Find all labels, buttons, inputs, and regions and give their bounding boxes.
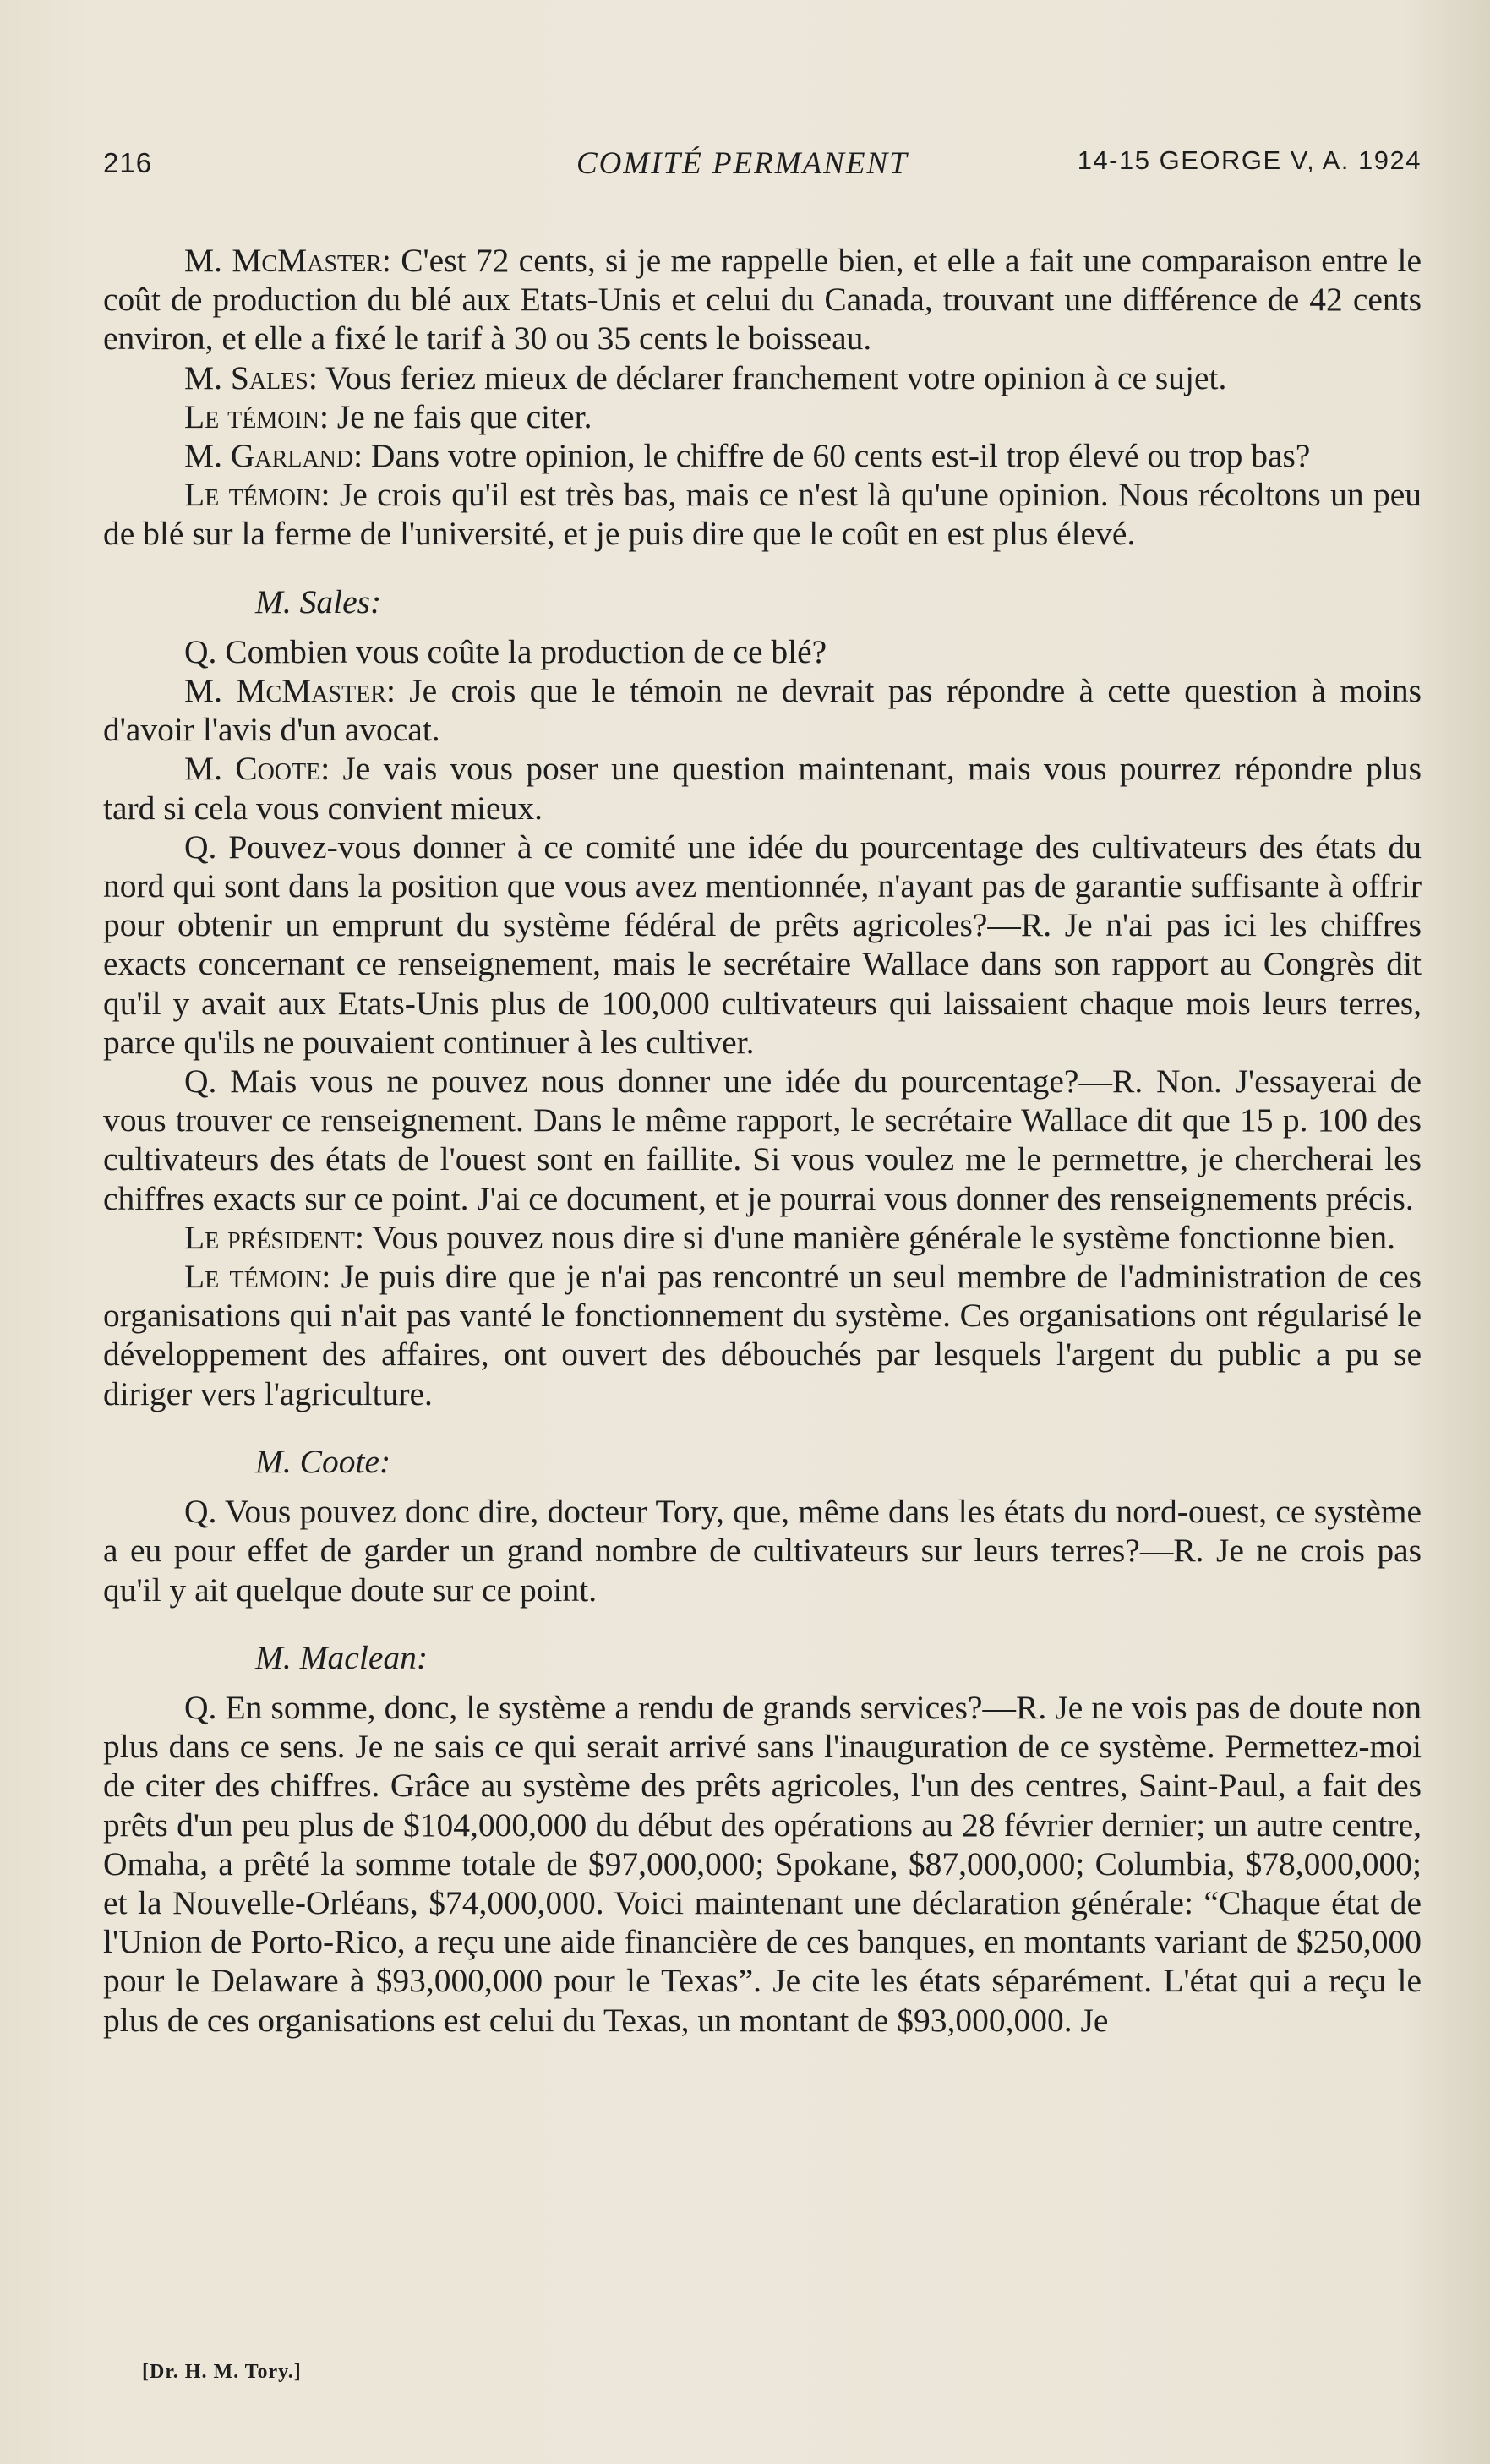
page-number: 216	[103, 147, 153, 178]
body-text	[103, 241, 1422, 2040]
paragraph-text: : Vous feriez mieux de déclarer franchement votre opinion à ce sujet.	[308, 358, 1227, 396]
paragraph-text: Q. Vous pouvez donc dire, docteur Tory, que, même dans les états du nord-ouest, ce système a eu pour effet de garder un grand nombre de cultivateurs sur leurs terres?—R. Je ne crois pas qu'il y ait quelque doute sur ce point.	[103, 1493, 1422, 1609]
paragraph-text: Q. Pouvez-vous donner à ce comité une idée du pourcentage des cultivateurs des états du nord qui sont dans la position que vous avez mentionnée, n'ayant pas de garantie suffisante à offrir pour obtenir un emprunt du système fédéral de prêts agricoles?—R. Je n'ai pas ici les chiffres exacts concernant ce renseignement, mais le secrétaire Wallace dans son rapport au Congrès dit qu'il y avait aux Etats-Unis plus de 100,000 cultivateurs qui laissaient chaque mois leurs terres, parce qu'ils ne pouvaient continuer à les cultiver.	[103, 828, 1422, 1061]
paragraph-text: : Je ne fais que citer.	[319, 397, 592, 435]
speaker-name: M. Sales	[184, 358, 308, 396]
speaker-name: M. Garland	[184, 437, 354, 475]
page-header	[103, 145, 1422, 196]
speaker-name: Le témoin	[184, 1258, 322, 1296]
paragraph-text: : Je vais vous poser une question maintenant, mais vous pourrez répondre plus tard si cela vous convient mieux.	[103, 750, 1422, 827]
paragraph-text: Q. Mais vous ne pouvez nous donner une idée du pourcentage?—R. Non. J'essayerai de vous trouver ce renseignement. Dans le même rapport, le secrétaire Wallace dit que 15 p. 100 des cultivateurs des états de l'ouest sont en faillite. Si vous voulez me le permettre, je chercherai les chiffres exacts sur ce point. J'ai ce document, et je pourrai vous donner des renseignements précis.	[103, 1063, 1422, 1217]
speaker-name: M. Coote	[184, 750, 321, 788]
paragraph	[103, 358, 1422, 397]
paragraph-text: : Dans votre opinion, le chiffre de 60 cents est-il trop élevé ou trop bas?	[353, 437, 1311, 475]
paragraph-text: : C'est 72 cents, si je me rappelle bien, et elle a fait une comparaison entre le coût de production du blé aux Etats-Unis et celui du Canada, trouvant une différence de 42 cents environ, et elle a fixé le tarif à 30 ou 35 cents le boisseau.	[103, 242, 1422, 358]
paragraph	[103, 436, 1422, 475]
session-reference: 14-15 GEORGE V, A. 1924	[1077, 145, 1422, 175]
speaker-name: M. McMaster	[184, 242, 382, 279]
section-heading: M. Sales:	[255, 582, 382, 620]
paragraph-text: : Je crois que le témoin ne devrait pas répondre à cette question à moins d'avoir l'avis d'un avocat.	[103, 672, 1422, 749]
running-title: COMITÉ PERMANENT	[576, 146, 909, 181]
paragraph-text: : Je puis dire que je n'ai pas rencontré un seul membre de l'administration de ces organisations qui n'ait pas vanté le fonctionnement du système. Ces organisations ont régularisé le développement des affaires, ont ouvert des débouchés par lesquels l'argent du public a pu se diriger vers l'agriculture.	[103, 1258, 1422, 1412]
speaker-name: Le témoin	[184, 397, 319, 435]
paragraph	[103, 1218, 1422, 1257]
section-heading: M. Coote:	[255, 1442, 391, 1480]
paragraph	[103, 828, 1422, 1062]
paragraph-text: : Je crois qu'il est très bas, mais ce n'est là qu'une opinion. Nous récoltons un peu de blé sur la ferme de l'université, et je puis dire que le coût en est plus élevé.	[103, 476, 1422, 553]
paragraph-text: Q. Combien vous coûte la production de ce blé?	[184, 632, 827, 670]
paragraph	[103, 397, 1422, 436]
paragraph	[103, 241, 1422, 358]
paragraph	[103, 475, 1422, 553]
paragraph	[103, 632, 1422, 671]
paragraph	[103, 1688, 1422, 2040]
speaker-name: M. McMaster	[184, 672, 386, 710]
paragraph-text: : Vous pouvez nous dire si d'une manière générale le système fonctionne bien.	[355, 1218, 1395, 1256]
paragraph	[103, 1492, 1422, 1609]
paragraph	[103, 1062, 1422, 1218]
speaker-name: Le témoin	[184, 476, 321, 514]
paragraph-text: Q. En somme, donc, le système a rendu de grands services?—R. Je ne vois pas de doute non plus dans ce sens. Je ne sais ce qui serait arrivé sans l'inauguration de ce système. Permettez-moi de citer des chiffres. Grâce au système des prêts agricoles, l'un des centres, Saint-Paul, a fait des prêts d'un peu plus de $104,000,000 du début des opérations au 28 février dernier; un autre centre, Omaha, a prêté la somme totale de $97,000,000; Spokane, $87,000,000; Columbia, $78,000,000; et la Nouvelle-Orléans, $74,000,000. Voici maintenant une déclaration générale: “Chaque état de l'Union de Porto-Rico, a reçu une aide financière de ces banques, en montants variant de $250,000 pour le Delaware à $93,000,000 pour le Texas”. Je cite les états séparément. L'état qui a reçu le plus de ces organisations est celui du Texas, un montant de $93,000,000. Je	[103, 1688, 1422, 2039]
speaker-attribution: [Dr. H. M. Tory.]	[142, 2361, 302, 2383]
paragraph	[103, 671, 1422, 749]
paragraph	[103, 1257, 1422, 1413]
speaker-name: Le président	[184, 1218, 356, 1256]
paragraph	[103, 749, 1422, 827]
section-heading: M. Maclean:	[255, 1638, 428, 1676]
